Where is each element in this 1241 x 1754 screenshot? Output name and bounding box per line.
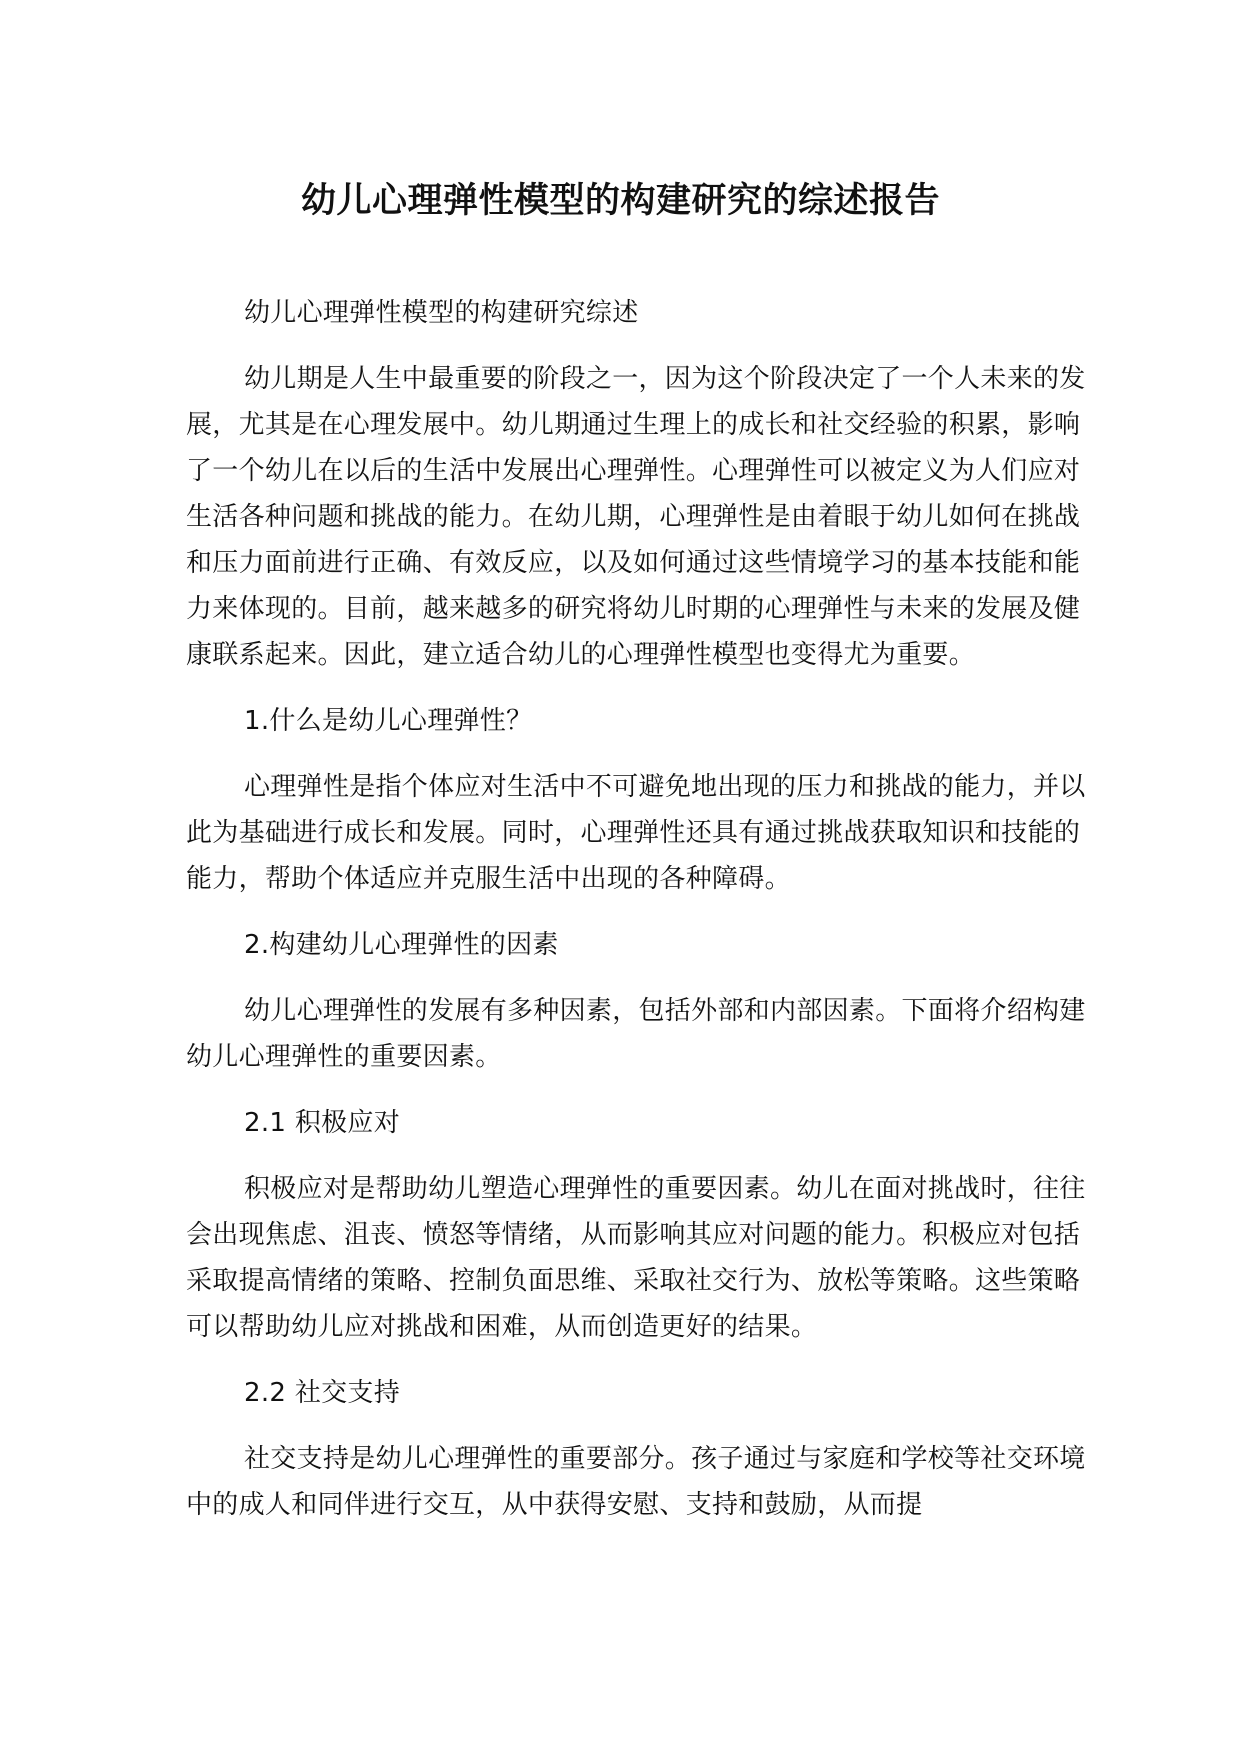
section-1-paragraph: 心理弹性是指个体应对生活中不可避免地出现的压力和挑战的能力，并以此为基础进行成长和发展。同时，心理弹性还具有通过挑战获取知识和技能的能力，帮助个体适应并克服生活中出现的各种障碍。 xyxy=(186,772,1086,894)
section-2-2-paragraph: 社交支持是幼儿心理弹性的重要部分。孩子通过与家庭和学校等社交环境中的成人和同伴进行交互，从中获得安慰、支持和鼓励，从而提 xyxy=(186,1444,1086,1520)
document-body xyxy=(186,290,1086,1548)
section-2-1-paragraph: 积极应对是帮助幼儿塑造心理弹性的重要因素。幼儿在面对挑战时，往往会出现焦虑、沮丧、愤怒等情绪，从而影响其应对问题的能力。积极应对包括采取提高情绪的策略、控制负面思维、采取社交行为、放松等策略。这些策略可以帮助幼儿应对挑战和困难，从而创造更好的结果。 xyxy=(186,1174,1086,1342)
section-2-heading: 2.构建幼儿心理弹性的因素 xyxy=(244,930,559,960)
section-1-heading: 1.什么是幼儿心理弹性？ xyxy=(244,706,533,736)
section-2-1-heading: 2.1 积极应对 xyxy=(244,1108,401,1138)
section-2-2-heading: 2.2 社交支持 xyxy=(244,1378,401,1408)
document-subtitle: 幼儿心理弹性模型的构建研究综述 xyxy=(244,298,639,328)
intro-paragraph: 幼儿期是人生中最重要的阶段之一，因为这个阶段决定了一个人未来的发展，尤其是在心理发展中。幼儿期通过生理上的成长和社交经验的积累，影响了一个幼儿在以后的生活中发展出心理弹性。心理弹性可以被定义为人们应对生活各种问题和挑战的能力。在幼儿期，心理弹性是由着眼于幼儿如何在挑战和压力面前进行正确、有效反应，以及如何通过这些情境学习的基本技能和能力来体现的。目前，越来越多的研究将幼儿时期的心理弹性与未来的发展及健康联系起来。因此，建立适合幼儿的心理弹性模型也变得尤为重要。 xyxy=(186,364,1086,670)
document-title: 幼儿心理弹性模型的构建研究的综述报告 xyxy=(300,181,940,221)
section-2-paragraph: 幼儿心理弹性的发展有多种因素，包括外部和内部因素。下面将介绍构建幼儿心理弹性的重要因素。 xyxy=(186,996,1086,1072)
